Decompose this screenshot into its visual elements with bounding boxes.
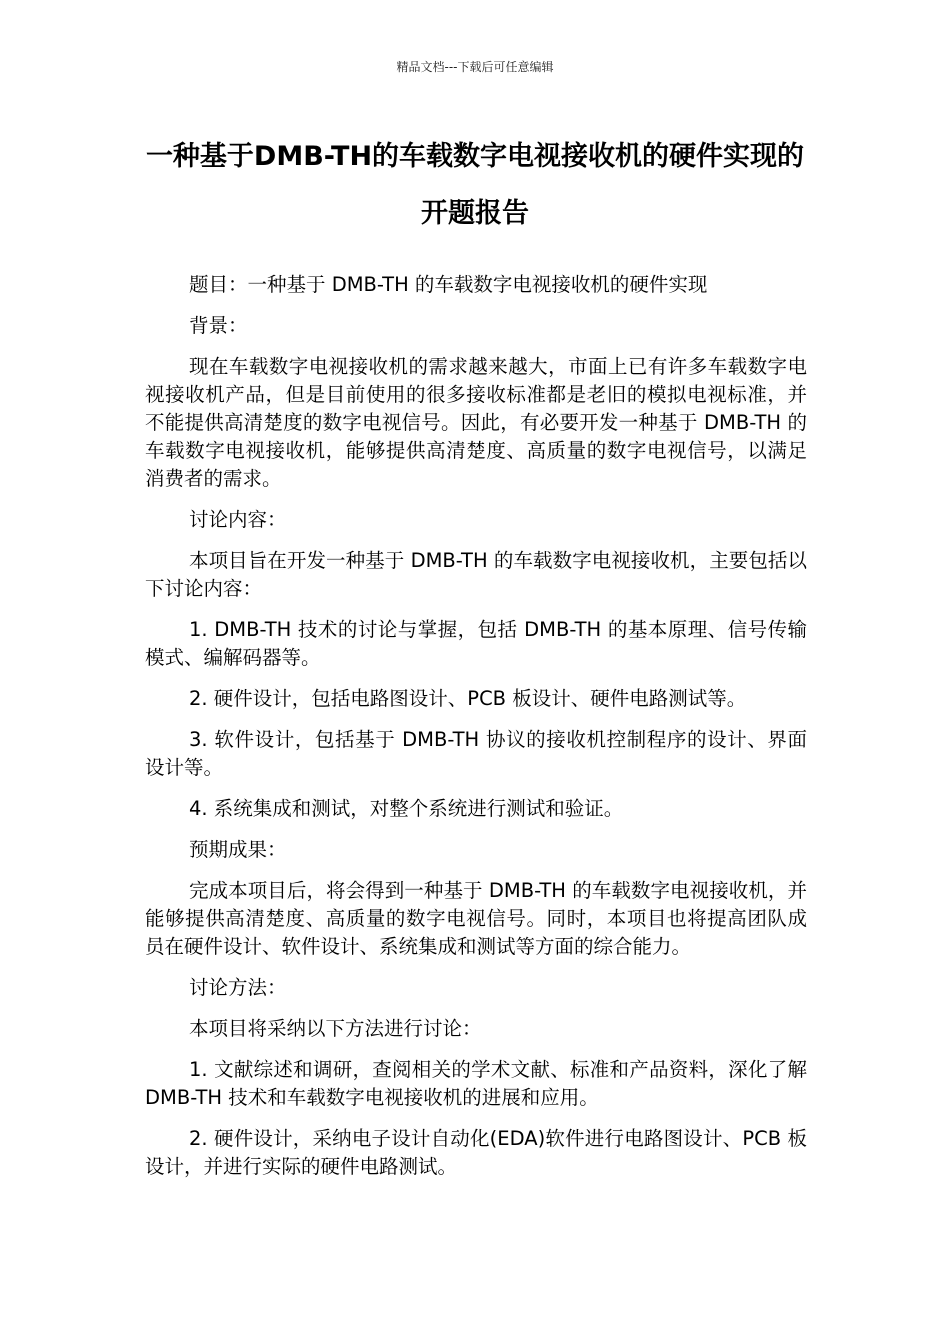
list-item: 1. 文献综述和调研，查阅相关的学术文献、标准和产品资料，深化了解 DMB-TH 技术和车载数字电视接收机的进展和应用。 bbox=[145, 1058, 807, 1109]
paragraph-discussion-intro: 本项目旨在开发一种基于 DMB-TH 的车载数字电视接收机，主要包括以下讨论内容： bbox=[145, 549, 807, 600]
list-item: 1. DMB-TH 技术的讨论与掌握，包括 DMB-TH 的基本原理、信号传输模式、编解码器等。 bbox=[145, 618, 807, 669]
header-note: 精品文档---下载后可任意编辑 bbox=[396, 60, 554, 74]
list-item: 2. 硬件设计，包括电路图设计、PCB 板设计、硬件电路测试等。 bbox=[189, 687, 747, 710]
paragraph-expected-results: 完成本项目后，将会得到一种基于 DMB-TH 的车载数字电视接收机，并能够提供高清楚度、高质量的数字电视信号。同时，本项目也将提高团队成员在硬件设计、软件设计、系统集成和测试等方面的综合能力。 bbox=[145, 879, 807, 958]
heading-expected-results: 预期成果： bbox=[189, 838, 287, 861]
heading-discussion-content: 讨论内容： bbox=[189, 508, 287, 531]
list-item: 3. 软件设计，包括基于 DMB-TH 协议的接收机控制程序的设计、界面设计等。 bbox=[145, 728, 807, 779]
list-item: 4. 系统集成和测试，对整个系统进行测试和验证。 bbox=[189, 797, 624, 820]
heading-methods: 讨论方法： bbox=[189, 976, 287, 999]
list-item: 2. 硬件设计，采纳电子设计自动化(EDA)软件进行电路图设计、PCB 板设计，并进行实际的硬件电路测试。 bbox=[145, 1127, 807, 1178]
paragraph-background: 现在车载数字电视接收机的需求越来越大，市面上已有许多车载数字电视接收机产品，但是目前使用的很多接收标准都是老旧的模拟电视标准，并不能提供高清楚度的数字电视信号。因此，有必要开发一种基于 DMB-TH 的车载数字电视接收机，能够提供高清楚度、高质量的数字电视信号，以满足消费者的需求。 bbox=[145, 355, 807, 490]
paragraph-topic: 题目：一种基于 DMB-TH 的车载数字电视接收机的硬件实现 bbox=[189, 273, 708, 296]
document-body bbox=[145, 271, 807, 1194]
paragraph-methods-intro: 本项目将采纳以下方法进行讨论： bbox=[189, 1017, 482, 1040]
document-title: 一种基于DMB-TH的车载数字电视接收机的硬件实现的开题报告 bbox=[145, 141, 805, 229]
heading-background: 背景： bbox=[189, 314, 248, 337]
